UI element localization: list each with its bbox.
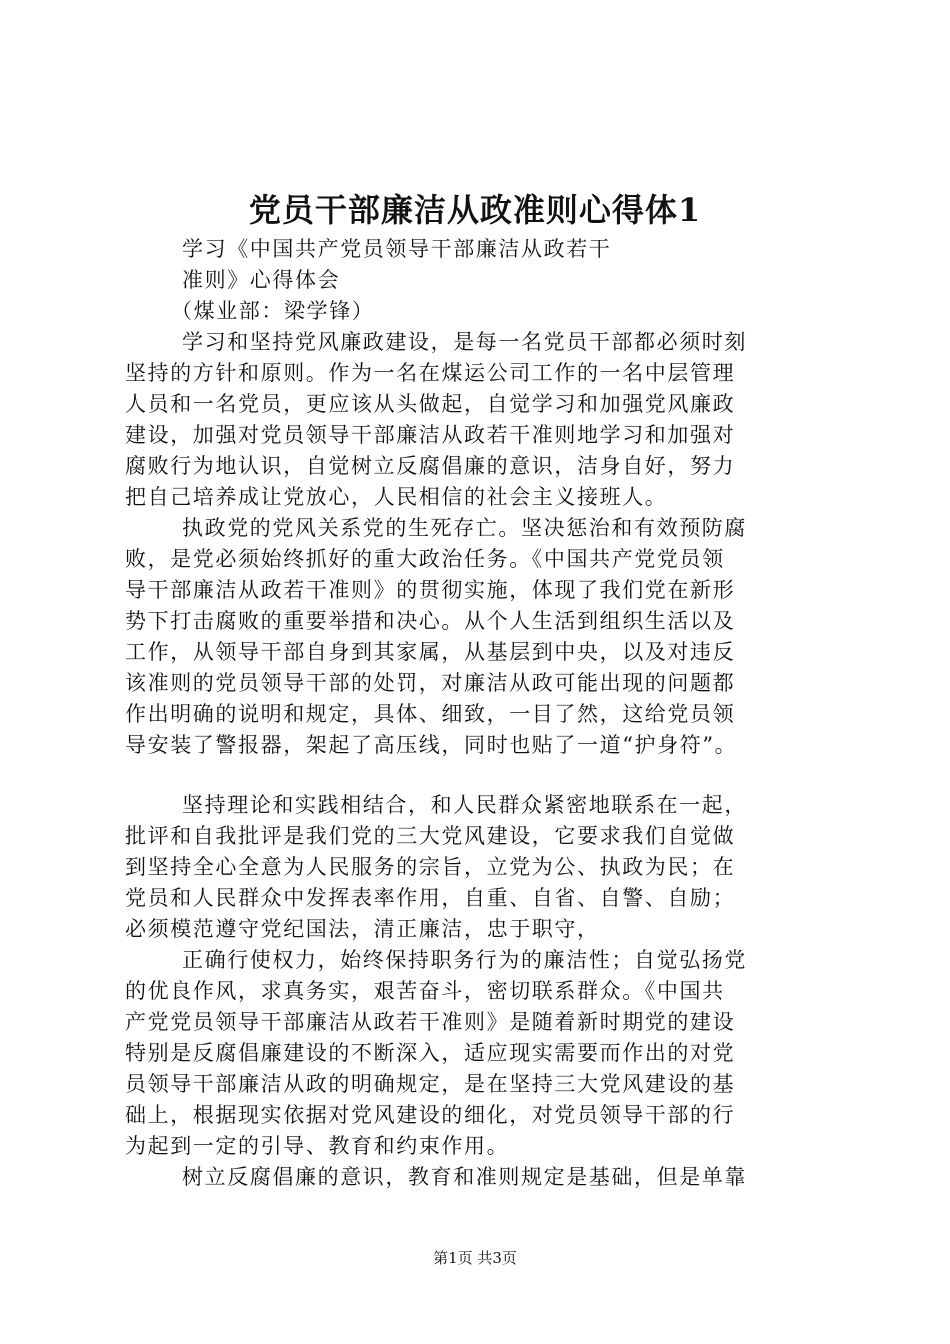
paragraph-line: 工作，从领导干部自身到其家属，从基层到中央，以及对违反	[125, 640, 736, 664]
paragraph-line: 坚持的方针和原则。作为一名在煤运公司工作的一名中层管理	[125, 361, 736, 385]
paragraph-line: 产党党员领导干部廉洁从政若干准则》是随着新时期党的建设	[125, 1010, 736, 1034]
paragraph-line: 础上，根据现实依据对党风建设的细化，对党员领导干部的行	[125, 1103, 736, 1127]
document-body	[125, 234, 837, 1193]
paragraph-line: 党员和人民群众中发挥表率作用，自重、自省、自警、自励；	[125, 886, 736, 910]
paragraph-line: 把自己培养成让党放心，人民相信的社会主义接班人。	[125, 485, 668, 509]
paragraph-line: 建设，加强对党员领导干部廉洁从政若干准则地学习和加强对	[125, 423, 736, 447]
paragraph-line: 员领导干部廉洁从政的明确规定，是在坚持三大党风建设的基	[125, 1072, 736, 1096]
paragraph-line: 败，是党必须始终抓好的重大政治任务。《中国共产党党员领	[125, 547, 725, 571]
paragraph-line: 该准则的党员领导干部的处罚，对廉洁从政可能出现的问题都	[125, 671, 736, 695]
paragraph-line: 腐败行为地认识，自觉树立反腐倡廉的意识，洁身自好，努力	[125, 454, 736, 478]
paragraph-line: 势下打击腐败的重要举措和决心。从个人生活到组织生活以及	[125, 609, 736, 633]
paragraph-line: 坚持理论和实践相结合，和人民群众紧密地联系在一起，	[182, 793, 747, 817]
paragraph-line: 作出明确的说明和规定，具体、细致，一目了然，这给党员领	[125, 702, 736, 726]
paragraph-line: 执政党的党风关系党的生死存亡。坚决惩治和有效预防腐	[182, 516, 747, 540]
document-title: 党员干部廉洁从政准则心得体1	[248, 191, 702, 229]
paragraph-line: 人员和一名党员，更应该从头做起，自觉学习和加强党风廉政	[125, 392, 736, 416]
paragraph-line: 批评和自我批评是我们党的三大党风建设，它要求我们自觉做	[125, 824, 736, 848]
paragraph-line: 导安装了警报器，架起了高压线，同时也贴了一道“护身符”。	[125, 733, 738, 757]
paragraph-line: 导干部廉洁从政若干准则》的贯彻实施，体现了我们党在新形	[125, 578, 736, 602]
paragraph-line: 必须模范遵守党纪国法，清正廉洁，忠于职守，	[125, 917, 600, 941]
subtitle-line: 准则》心得体会	[182, 268, 341, 292]
paragraph-line: 学习和坚持党风廉政建设，是每一名党员干部都必须时刻	[182, 330, 747, 354]
paragraph-line: 的优良作风，求真务实，艰苦奋斗，密切联系群众。《中国共	[125, 979, 725, 1003]
paragraph-line: 为起到一定的引导、教育和约束作用。	[125, 1134, 510, 1158]
paragraph-gap	[125, 761, 837, 790]
subtitle-line: 学习《中国共产党员领导干部廉洁从政若干	[182, 237, 612, 261]
paragraph-line: 树立反腐倡廉的意识，教育和准则规定是基础，但是单靠	[182, 1165, 747, 1189]
paragraph-line: 特别是反腐倡廉建设的不断深入，适应现实需要而作出的对党	[125, 1041, 736, 1065]
paragraph-line: 正确行使权力，始终保持职务行为的廉洁性；自觉弘扬党	[182, 948, 747, 972]
author-line: （煤业部：梁学锋）	[171, 299, 375, 323]
page-footer: 第1页 共3页	[433, 1249, 517, 1267]
paragraph-line: 到坚持全心全意为人民服务的宗旨，立党为公、执政为民；在	[125, 855, 736, 879]
